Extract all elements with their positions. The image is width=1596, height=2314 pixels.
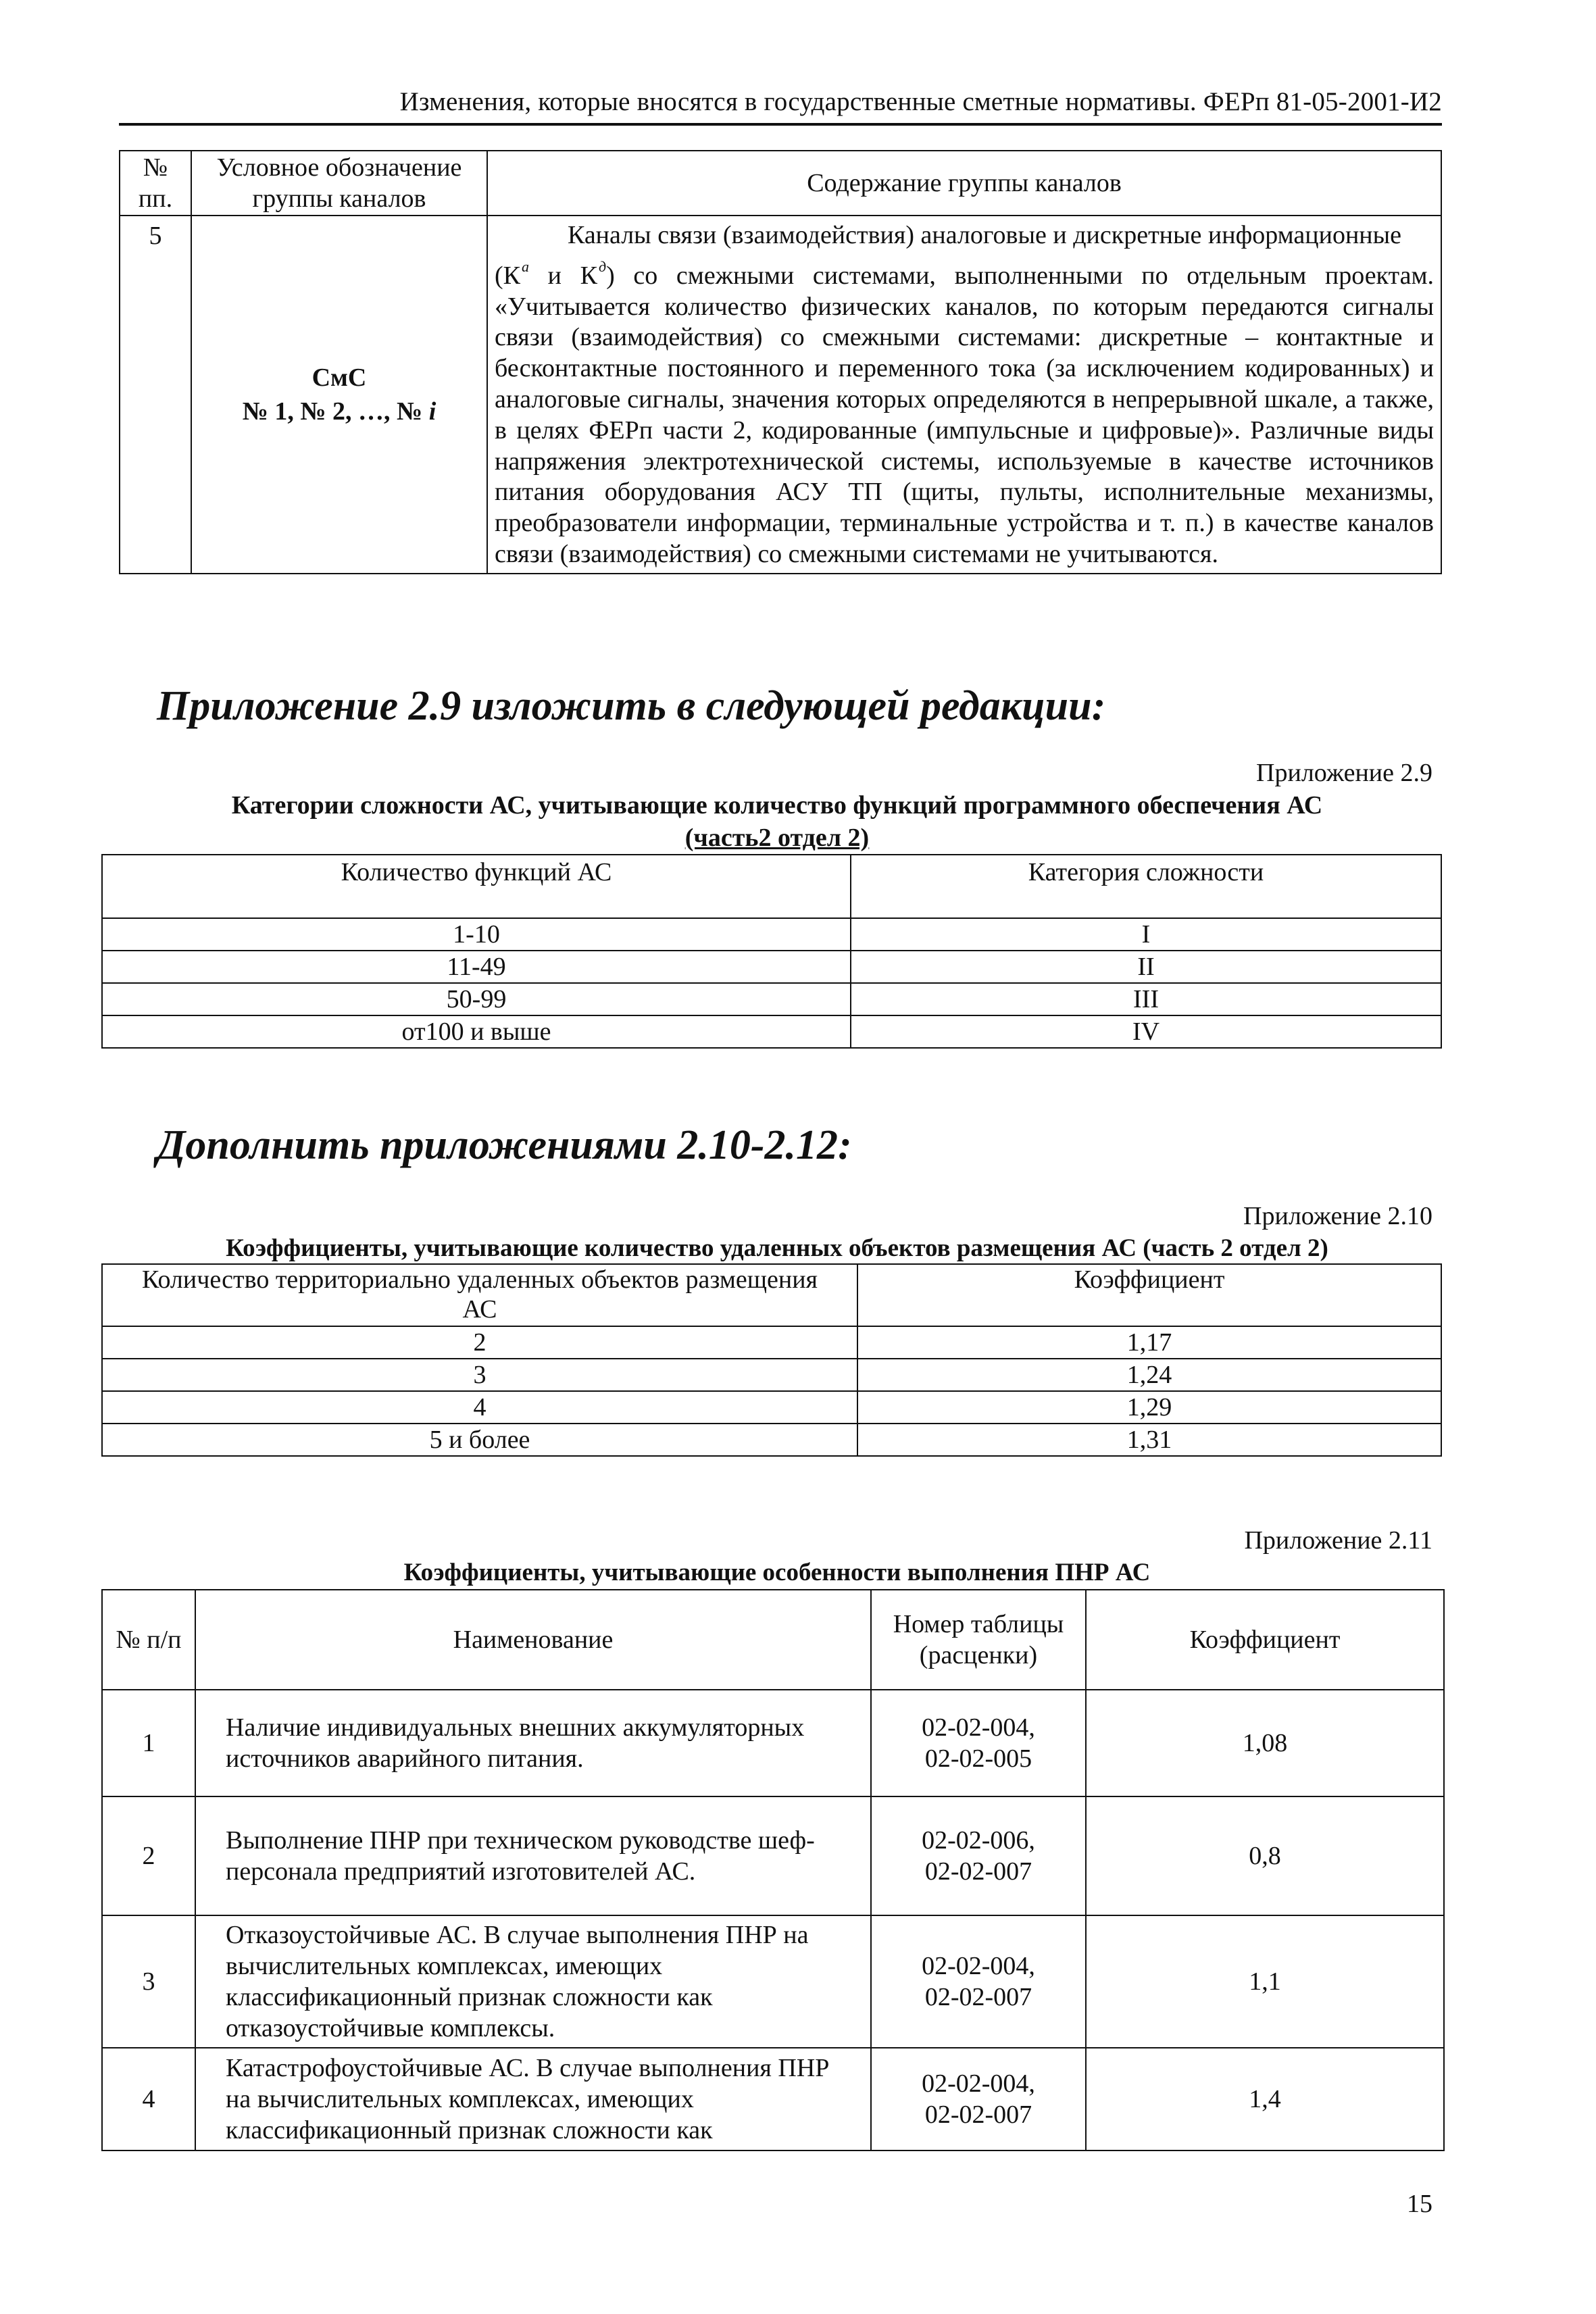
- row-table-line: 02-02-006,: [922, 1826, 1035, 1855]
- functions-count: 11-49: [102, 951, 851, 983]
- row-table-line: 02-02-007: [924, 2101, 1032, 2129]
- remote-objects-table: [101, 1263, 1442, 1457]
- k-superscript-d: д: [599, 257, 607, 275]
- table-row: [102, 1359, 1441, 1391]
- complexity-category: IV: [851, 1015, 1441, 1048]
- row-name-line: Катастрофоустойчивые АС. В случае выполнения ПНР: [226, 2054, 830, 2082]
- complexity-category: II: [851, 951, 1441, 983]
- table-row: [102, 2048, 1444, 2150]
- page-number: 15: [1407, 2190, 1432, 2218]
- complexity-category: I: [851, 918, 1441, 951]
- remote-objects-count: 2: [102, 1326, 857, 1359]
- row-coefficient: 0,8: [1086, 1796, 1444, 1915]
- running-header: Изменения, которые вносятся в государственные сметные нормативы. ФЕРп 81-05-2001-И2: [399, 87, 1442, 116]
- k-and: и: [529, 261, 580, 290]
- row-table-number: [871, 2048, 1086, 2150]
- header-number-line2: пп.: [138, 184, 173, 213]
- appendix-2-9-ref: Приложение 2.9: [1256, 759, 1432, 787]
- header-functions-count: Количество функций АС: [102, 855, 851, 918]
- header-coefficient: Коэффициент: [857, 1264, 1441, 1326]
- functions-count: 1-10: [102, 918, 851, 951]
- row-table-number: [871, 1690, 1086, 1796]
- group-content-cell: [487, 216, 1441, 574]
- header-group-line1: Условное обозначение: [216, 153, 462, 182]
- table-row: [102, 951, 1441, 983]
- row-table-line: 02-02-004,: [922, 2069, 1035, 2098]
- header-cell-number: [120, 151, 191, 216]
- table-header-row: [102, 1264, 1441, 1326]
- section-heading-appendices-2-10-2-12: Дополнить приложениями 2.10-2.12:: [157, 1122, 852, 1168]
- header-table-number: [871, 1590, 1086, 1690]
- content-text: ) со смежными системами, выполненными по отдельным проектам. «Учитывается количество физических каналов, по которым передаются сигналы связи (взаимодействия) со смежными системами: дискретные – контактные и бесконтактные постоянного и переменного тока (за исключением кодированных) и аналоговые сигналы, значения которых определяются в непрерывной шкале, а также, в целях ФЕРп части 2, кодированные (импульсные и цифровые)». Различные виды напряжения электротехнической системы, используемые в качестве источников питания оборудования АСУ ТП (щиты, пульты, исполнительные механизмы, преобразователи информации, терминальные устройства и т. п.) в качестве каналов связи (взаимодействия) со смежными системами не учитываются.: [495, 261, 1435, 568]
- k-symbol-a: К: [503, 261, 521, 290]
- row-table-line: 02-02-004,: [922, 1713, 1035, 1742]
- header-remote-objects-line2: АС: [462, 1295, 497, 1324]
- row-name: [195, 1915, 871, 2048]
- header-number: № п/п: [102, 1590, 195, 1690]
- content-body: ($К^а$ и $К^д$) со смежными системами, выполненными по отдельным проектам. «Учитывается количество физических каналов, по которым передаются сигналы связи (взаимодействия) со смежными системами: дискретные – контактные и бесконтактные постоянного и переменного тока (за исключением кодированных) и аналоговые сигналы, значения которых определяются в непрерывной шкале, а также, в целях ФЕРп части 2, кодированные (импульсные и цифровые)». Различные виды напряжения электротехнической системы, используемые в качестве источников питания оборудования АСУ ТП (щиты, пульты, исполнительные механизмы, преобразователи информации, терминальные устройства и т. п.) в качестве каналов связи (взаимодействия) со смежными системами не учитываются.: [495, 257, 1435, 568]
- appendix-2-9-caption: Категории сложности АС, учитывающие количество функций программного обеспечения АС: [231, 791, 1323, 820]
- table-row: [102, 983, 1441, 1015]
- section-heading-appendix-2-9: Приложение 2.9 изложить в следующей редакции:: [157, 683, 1106, 729]
- coefficient-value: 1,17: [857, 1326, 1441, 1359]
- header-rule: [119, 123, 1442, 126]
- row-coefficient: 1,08: [1086, 1690, 1444, 1796]
- row-name: [195, 1690, 871, 1796]
- row-name: [195, 1796, 871, 1915]
- coefficient-value: 1,24: [857, 1359, 1441, 1391]
- row-coefficient: 1,4: [1086, 2048, 1444, 2150]
- row-name-line: на вычислительных комплексах, имеющих: [226, 2085, 694, 2113]
- content-first-line: Каналы связи (взаимодействия) аналоговые и дискретные информационные: [567, 221, 1402, 249]
- row-table-line: 02-02-007: [924, 1857, 1032, 1886]
- row-number: 1: [102, 1690, 195, 1796]
- remote-objects-count: 4: [102, 1391, 857, 1424]
- functions-count: 50-99: [102, 983, 851, 1015]
- table-header-row: [102, 855, 1441, 918]
- appendix-2-9-caption-part: (часть2 отдел 2): [684, 824, 870, 852]
- appendix-2-10-caption: Коэффициенты, учитывающие количество удаленных объектов размещения АС (часть 2 отдел 2): [226, 1234, 1328, 1262]
- pnr-coefficients-table: [101, 1589, 1445, 2151]
- k-superscript-a: а: [522, 257, 530, 275]
- header-table-number-line1: Номер таблицы: [893, 1610, 1064, 1638]
- header-cell-group: [191, 151, 487, 216]
- table-row: [102, 1796, 1444, 1915]
- coefficient-value: 1,29: [857, 1391, 1441, 1424]
- row-number: 4: [102, 2048, 195, 2150]
- row-number: 2: [102, 1796, 195, 1915]
- header-coefficient: Коэффициент: [1086, 1590, 1444, 1690]
- table-row: [102, 1391, 1441, 1424]
- table-row: [102, 1424, 1441, 1456]
- row-coefficient: 1,1: [1086, 1915, 1444, 2048]
- remote-objects-count: 5 и более: [102, 1424, 857, 1456]
- row-number: 5: [120, 216, 191, 574]
- row-name-line: Выполнение ПНР при техническом руководстве шеф-: [226, 1826, 815, 1855]
- row-name-line: Наличие индивидуальных внешних аккумуляторных: [226, 1713, 805, 1742]
- table-header-row: [120, 151, 1441, 216]
- header-remote-objects-line1: Количество территориально удаленных объектов размещения: [141, 1265, 818, 1294]
- table-row: [120, 216, 1441, 574]
- coefficient-value: 1,31: [857, 1424, 1441, 1456]
- table-row: [102, 1015, 1441, 1048]
- row-table-line: 02-02-007: [924, 1983, 1032, 2011]
- header-group-line2: группы каналов: [252, 184, 426, 213]
- row-number: 3: [102, 1915, 195, 2048]
- row-table-number: [871, 1796, 1086, 1915]
- complexity-category: III: [851, 983, 1441, 1015]
- row-name-line: вычислительных комплексах, имеющих: [226, 1952, 663, 1980]
- table-header-row: [102, 1590, 1444, 1690]
- table-row: [102, 1915, 1444, 2048]
- complexity-category-table: [101, 854, 1442, 1049]
- row-name-line: персонала предприятий изготовителей АС.: [226, 1857, 696, 1886]
- header-cell-content: Содержание группы каналов: [487, 151, 1441, 216]
- row-name: [195, 2048, 871, 2150]
- table-row: [102, 1690, 1444, 1796]
- header-complexity-category: Категория сложности: [851, 855, 1441, 918]
- row-name-line: отказоустойчивые комплексы.: [226, 2014, 555, 2042]
- header-table-number-line2: (расценки): [919, 1641, 1038, 1669]
- appendix-2-11-caption: Коэффициенты, учитывающие особенности выполнения ПНР АС: [403, 1559, 1151, 1586]
- header-remote-objects: [102, 1264, 857, 1326]
- group-code: СмС: [311, 363, 367, 392]
- remote-objects-count: 3: [102, 1359, 857, 1391]
- row-table-number: [871, 1915, 1086, 2048]
- header-number-line1: №: [143, 153, 168, 182]
- row-name-line: источников аварийного питания.: [226, 1744, 584, 1773]
- group-items: [192, 395, 487, 428]
- group-items-index: i: [428, 397, 437, 426]
- row-table-line: 02-02-005: [924, 1744, 1032, 1773]
- group-designation-cell: [191, 216, 487, 574]
- table-row: [102, 1326, 1441, 1359]
- appendix-2-11-ref: Приложение 2.11: [1244, 1526, 1432, 1555]
- row-table-line: 02-02-004,: [922, 1952, 1035, 1980]
- row-name-line: классификационный признак сложности как: [226, 1983, 713, 2011]
- group-items-text: № 1, № 2, …, №: [242, 397, 423, 426]
- channel-group-table: [119, 150, 1442, 574]
- k-symbol-d: К: [580, 261, 597, 290]
- header-name: Наименование: [195, 1590, 871, 1690]
- appendix-2-10-ref: Приложение 2.10: [1243, 1202, 1432, 1230]
- row-name-line: Отказоустойчивые АС. В случае выполнения ПНР на: [226, 1921, 809, 1949]
- row-name-line: классификационный признак сложности как: [226, 2116, 713, 2144]
- table-row: [102, 918, 1441, 951]
- functions-count: от100 и выше: [102, 1015, 851, 1048]
